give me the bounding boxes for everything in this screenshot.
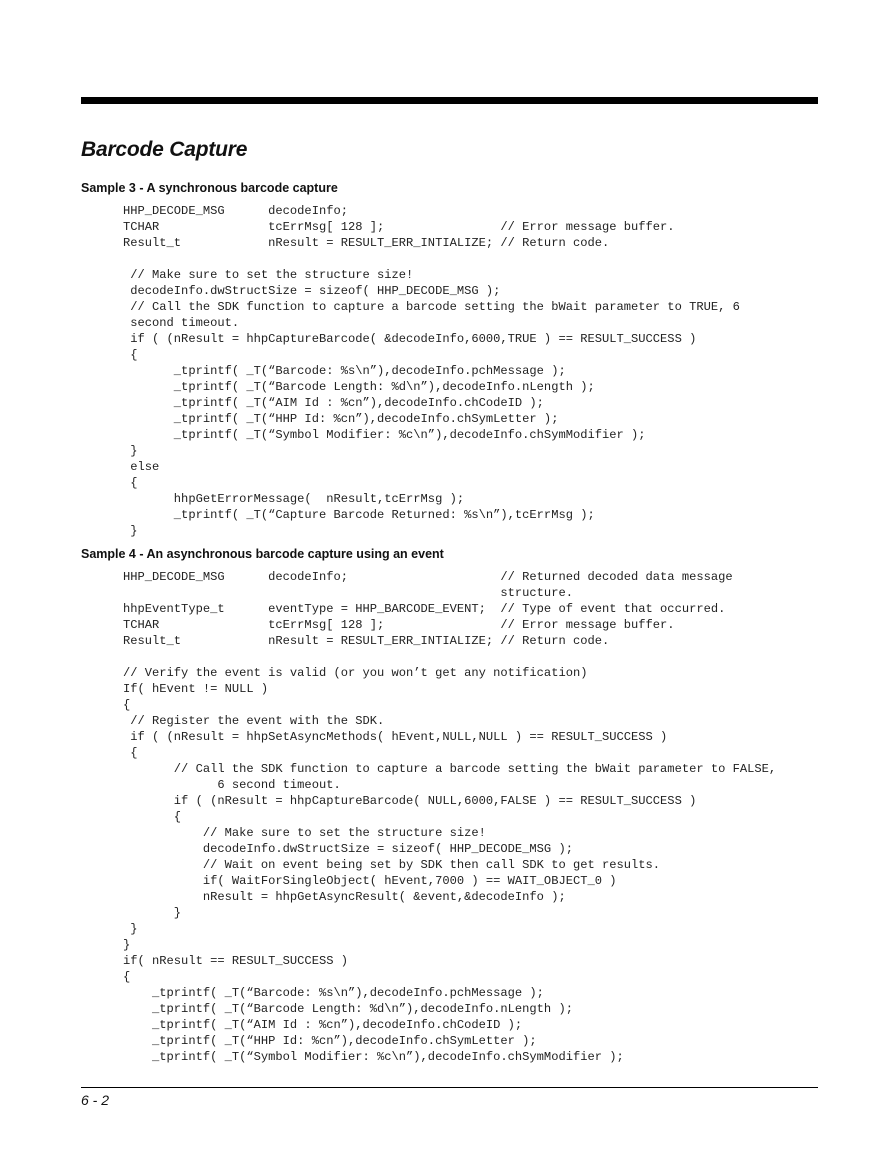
section-title: Barcode Capture [81,138,248,161]
sample-4-heading: Sample 4 - An asynchronous barcode capture using an event [81,547,444,561]
sample-3-heading: Sample 3 - A synchronous barcode capture [81,181,338,195]
sample-4-code-block: HHP_DECODE_MSG decodeInfo; // Returned decoded data message structure. hhpEventType_t eventType = HHP_BARCODE_EVENT; // Type of event that occurred. TCHAR tcErrMsg[ 128 ]; // Error message buffer. Result_t nResult = RESULT_ERR_INTIALIZE; // Return code. // Verify the event is valid (or you won’t get any notification) If( hEvent != NULL ) { // Register the event with the SDK. if ( (nResult = hhpSetAsyncMethods( hEvent,NULL,NULL ) == RESULT_SUCCESS ) { // Call the SDK function to capture a barcode setting the bWait parameter to FALSE, 6 second timeout. if ( (nResult = hhpCaptureBarcode( NULL,6000,FALSE ) == RESULT_SUCCESS ) { // Make sure to set the structure size! decodeInfo.dwStructSize = sizeof( HHP_DECODE_MSG ); // Wait on event being set by SDK then call SDK to get results. if( WaitForSingleObject( hEvent,7000 ) == WAIT_OBJECT_0 ) nResult = hhpGetAsyncResult( &event,&decodeInfo ); } } } if( nResult == RESULT_SUCCESS ) { _tprintf( _T(“Barcode: %s\n”),decodeInfo.pchMessage ); _tprintf( _T(“Barcode Length: %d\n”),decodeInfo.nLength ); _tprintf( _T(“AIM Id : %cn”),decodeInfo.chCodeID ); _tprintf( _T(“HHP Id: %cn”),decodeInfo.chSymLetter ); _tprintf( _T(“Symbol Modifier: %c\n”),decodeInfo.chSymModifier ); [123,570,777,1064]
page-number: 6 - 2 [81,1092,110,1108]
sample-3-code-block: HHP_DECODE_MSG decodeInfo; TCHAR tcErrMsg[ 128 ]; // Error message buffer. Result_t nResult = RESULT_ERR_INTIALIZE; // Return code. // Make sure to set the structure size! decodeInfo.dwStructSize = sizeof( HHP_DECODE_MSG ); // Call the SDK function to capture a barcode setting the bWait parameter to TRUE, 6 second timeout. if ( (nResult = hhpCaptureBarcode( &decodeInfo,6000,TRUE ) == RESULT_SUCCESS ) { _tprintf( _T(“Barcode: %s\n”),decodeInfo.pchMessage ); _tprintf( _T(“Barcode Length: %d\n”),decodeInfo.nLength ); _tprintf( _T(“AIM Id : %cn”),decodeInfo.chCodeID ); _tprintf( _T(“HHP Id: %cn”),decodeInfo.chSymLetter ); _tprintf( _T(“Symbol Modifier: %c\n”),decodeInfo.chSymModifier ); } else { hhpGetErrorMessage( nResult,tcErrMsg ); _tprintf( _T(“Capture Barcode Returned: %s\n”),tcErrMsg ); } [123,204,740,538]
header-rule [81,97,818,104]
footer-rule [81,1087,818,1088]
